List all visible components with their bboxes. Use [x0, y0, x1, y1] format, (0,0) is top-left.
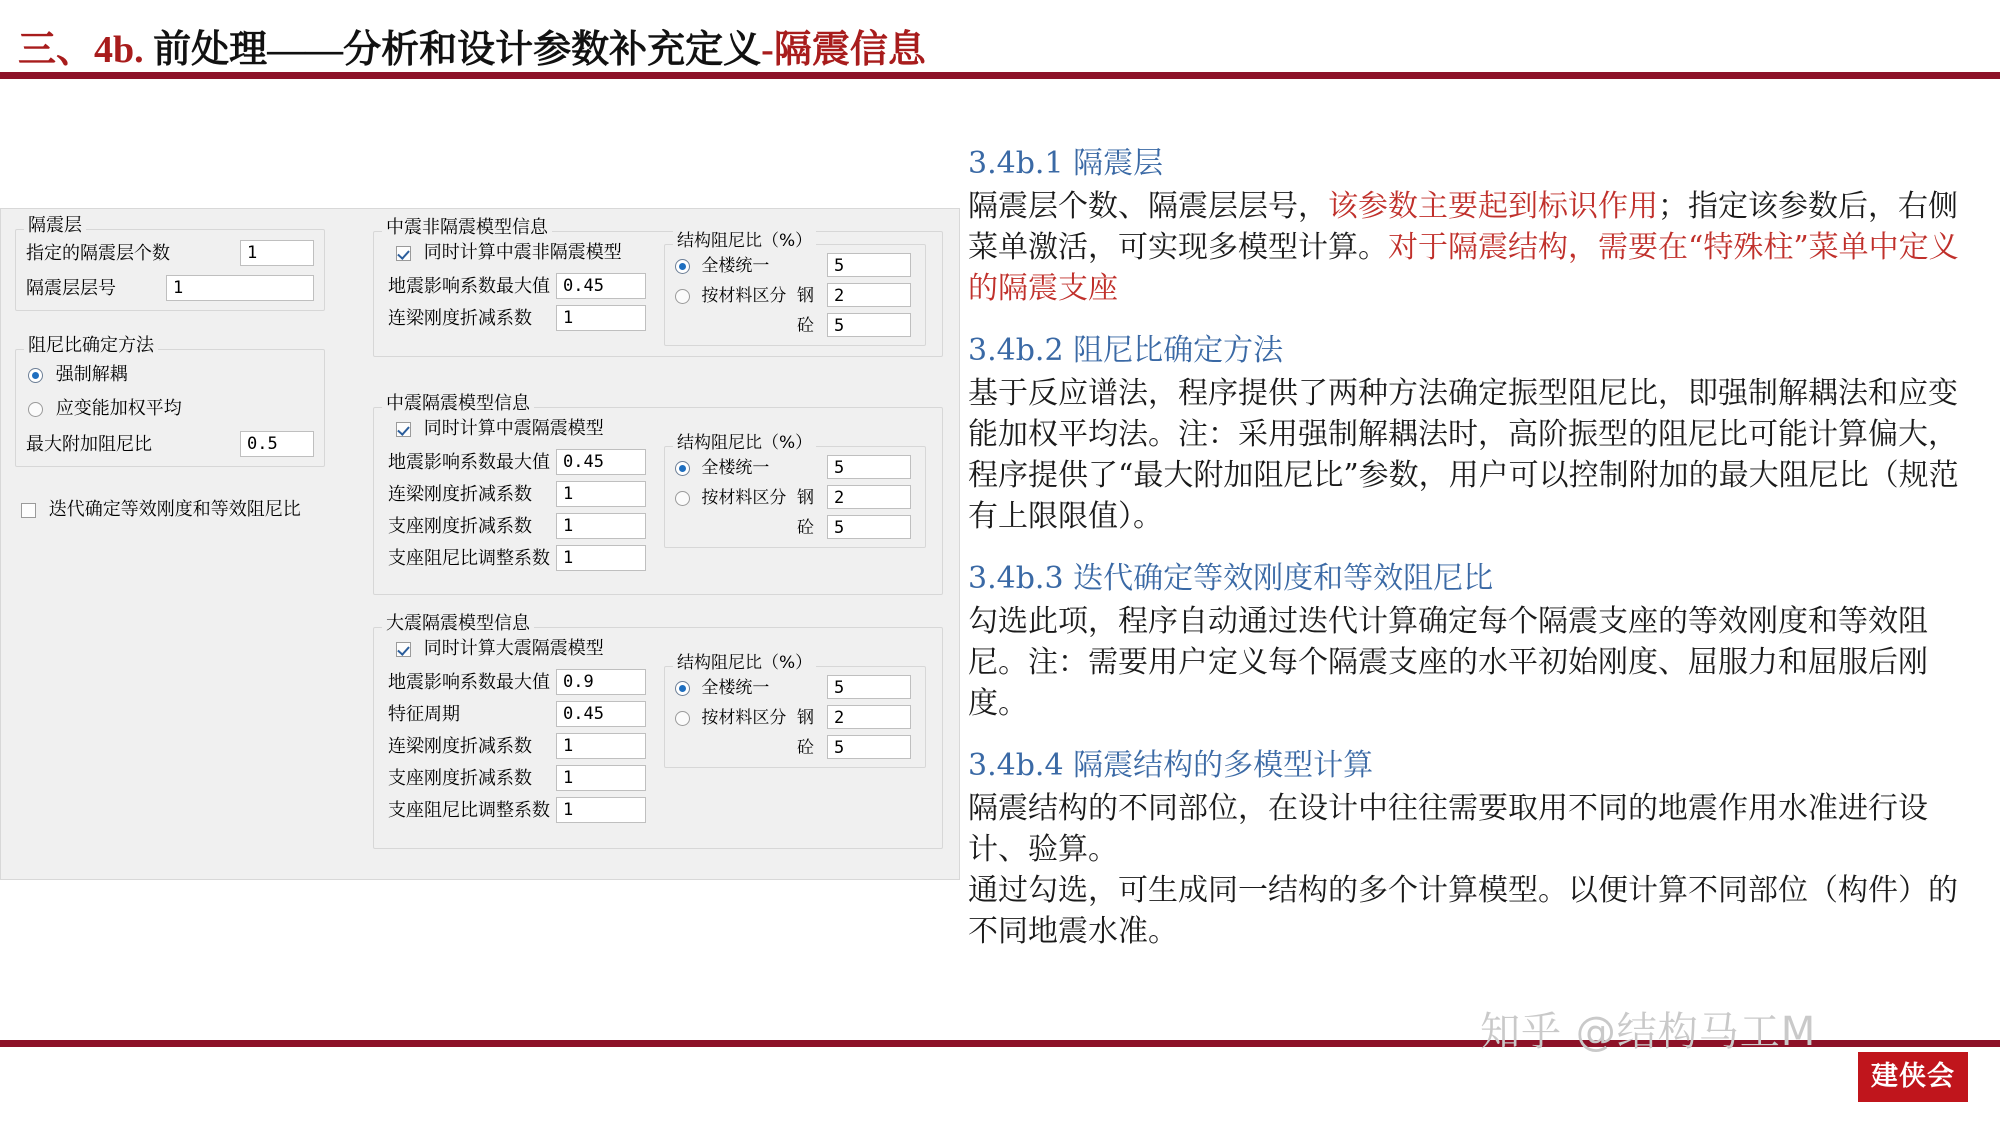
label-moderate-non-isolated-beam-stiffness: 连梁刚度折减系数	[388, 308, 532, 329]
label-severe-isolated-alpha-max: 地震影响系数最大值	[388, 672, 550, 693]
note-body-3: 勾选此项，程序自动通过迭代计算确定每个隔震支座的等效刚度和等效阻尼。注：需要用户定义每个隔震支座的水平初始刚度、屈服力和屈服后刚度。	[968, 604, 1928, 721]
radio-by-material-moderate-non-isolated-label: 按材料区分	[701, 286, 787, 306]
page-title-number: 4b.	[94, 29, 144, 71]
brand-badge: 建侠会	[1858, 1052, 1968, 1102]
group-isolation-layer	[15, 215, 325, 311]
group-severe-isolated-title: 大震隔震模型信息	[382, 614, 534, 634]
subgroup-damping-ratio-moderate-isolated	[664, 433, 926, 548]
radio-row-uniform-moderate-isolated[interactable]	[675, 457, 769, 479]
subgroup-damping-ratio-moderate-isolated-title: 结构阻尼比（%）	[673, 433, 816, 453]
input-moderate-non-isolated-alpha-max[interactable]: 0.45	[556, 273, 646, 299]
input-severe-isolated-bearing-damping[interactable]: 1	[556, 797, 646, 823]
input-steel-damping-moderate-isolated[interactable]: 2	[827, 485, 911, 509]
note-body-1-highlight1: 该参数主要起到标识作用	[1328, 189, 1658, 224]
radio-row-forced-decoupling[interactable]	[28, 364, 128, 386]
note-heading-2: 3.4b.2 阻尼比确定方法	[968, 333, 1284, 368]
input-uniform-damping-moderate-non-isolated[interactable]: 5	[827, 253, 911, 277]
note-heading-1: 3.4b.1 隔震层	[968, 146, 1164, 181]
input-moderate-non-isolated-beam-stiffness[interactable]: 1	[556, 305, 646, 331]
radio-row-by-material-severe-isolated[interactable]	[675, 707, 786, 729]
input-moderate-isolated-bearing-stiffness[interactable]: 1	[556, 513, 646, 539]
input-uniform-damping-moderate-isolated[interactable]: 5	[827, 455, 911, 479]
label-isolation-layer-no: 隔震层层号	[26, 278, 116, 299]
label-concrete-moderate-non-isolated: 砼	[797, 316, 814, 336]
input-concrete-damping-moderate-non-isolated[interactable]: 5	[827, 313, 911, 337]
title-divider	[0, 72, 2000, 79]
note-body-1-part2: ；指定该参数后，右侧菜单激活，可实现多模型计算。	[968, 189, 1958, 265]
input-steel-damping-severe-isolated[interactable]: 2	[827, 705, 911, 729]
label-isolation-layer-count: 指定的隔震层个数	[26, 243, 170, 264]
radio-uniform-moderate-isolated-label: 全楼统一	[701, 458, 770, 478]
radio-forced-decoupling-icon[interactable]	[28, 368, 43, 383]
note-body-2: 基于反应谱法，程序提供了两种方法确定振型阻尼比，即强制解耦法和应变能加权平均法。注：采用强制解耦法时，高阶振型的阻尼比可能计算偏大，程序提供了“最大附加阻尼比”参数，用户可以控制附加的最大阻尼比（规范有上限限值）。	[968, 376, 1959, 534]
checkbox-row-enable-severe-isolated[interactable]	[396, 638, 604, 660]
isolation-settings-dialog	[0, 208, 960, 880]
input-concrete-damping-severe-isolated[interactable]: 5	[827, 735, 911, 759]
input-severe-isolated-beam-stiffness[interactable]: 1	[556, 733, 646, 759]
subgroup-damping-ratio-moderate-non-isolated	[664, 231, 926, 346]
label-moderate-isolated-bearing-stiffness: 支座刚度折减系数	[388, 516, 532, 537]
checkbox-enable-severe-isolated-icon[interactable]	[396, 642, 411, 657]
checkbox-row-iterate-equivalent[interactable]	[21, 499, 301, 521]
zhihu-watermark: 知乎 @结构马工M	[1480, 1009, 1817, 1055]
label-concrete-severe-isolated: 砼	[797, 738, 814, 758]
input-severe-isolated-alpha-max[interactable]: 0.9	[556, 669, 646, 695]
label-severe-isolated-bearing-stiffness: 支座刚度折减系数	[388, 768, 532, 789]
subgroup-damping-ratio-severe-isolated	[664, 653, 926, 768]
page-title	[18, 18, 926, 73]
note-body-1	[968, 186, 1978, 309]
note-body-1-part1: 隔震层个数、隔震层层号，	[968, 189, 1328, 224]
radio-row-by-material-moderate-isolated[interactable]	[675, 487, 786, 509]
radio-row-uniform-moderate-non-isolated[interactable]	[675, 255, 769, 277]
checkbox-iterate-equivalent-icon[interactable]	[21, 503, 36, 518]
input-moderate-isolated-bearing-damping[interactable]: 1	[556, 545, 646, 571]
radio-strain-energy-icon[interactable]	[28, 402, 43, 417]
checkbox-row-enable-moderate-non-isolated[interactable]	[396, 242, 622, 264]
checkbox-enable-moderate-isolated-label: 同时计算中震隔震模型	[423, 418, 604, 439]
label-steel-severe-isolated: 钢	[797, 708, 814, 728]
input-steel-damping-moderate-non-isolated[interactable]: 2	[827, 283, 911, 307]
input-moderate-isolated-beam-stiffness[interactable]: 1	[556, 481, 646, 507]
input-severe-isolated-characteristic-period[interactable]: 0.45	[556, 701, 646, 727]
radio-by-material-severe-isolated-icon[interactable]	[675, 711, 690, 726]
group-isolation-layer-title: 隔震层	[24, 216, 86, 236]
note-body-1-highlight2: 对于隔震结构，需要在“特殊柱”菜单中定义的隔震支座	[968, 230, 1959, 306]
group-moderate-non-isolated	[373, 217, 943, 357]
group-moderate-isolated-title: 中震隔震模型信息	[382, 394, 534, 414]
note-body-4a: 隔震结构的不同部位，在设计中往往需要取用不同的地震作用水准进行设计、验算。	[968, 791, 1928, 867]
note-heading-3: 3.4b.3 迭代确定等效刚度和等效阻尼比	[968, 561, 1494, 596]
checkbox-enable-moderate-non-isolated-icon[interactable]	[396, 246, 411, 261]
radio-by-material-moderate-non-isolated-icon[interactable]	[675, 289, 690, 304]
radio-by-material-moderate-isolated-icon[interactable]	[675, 491, 690, 506]
group-damping-method-title: 阻尼比确定方法	[24, 336, 158, 356]
input-uniform-damping-severe-isolated[interactable]: 5	[827, 675, 911, 699]
group-moderate-isolated	[373, 393, 943, 595]
label-moderate-isolated-bearing-damping: 支座阻尼比调整系数	[388, 548, 550, 569]
input-concrete-damping-moderate-isolated[interactable]: 5	[827, 515, 911, 539]
radio-by-material-moderate-isolated-label: 按材料区分	[701, 488, 787, 508]
checkbox-enable-severe-isolated-label: 同时计算大震隔震模型	[423, 638, 604, 659]
radio-uniform-moderate-isolated-icon[interactable]	[675, 461, 690, 476]
checkbox-row-enable-moderate-isolated[interactable]	[396, 418, 604, 440]
radio-forced-decoupling-label: 强制解耦	[55, 364, 128, 385]
label-moderate-non-isolated-alpha-max: 地震影响系数最大值	[388, 276, 550, 297]
input-isolation-layer-no[interactable]: 1	[166, 275, 314, 301]
radio-uniform-moderate-non-isolated-icon[interactable]	[675, 259, 690, 274]
notes-column	[968, 142, 1978, 952]
radio-row-uniform-severe-isolated[interactable]	[675, 677, 769, 699]
subgroup-damping-ratio-severe-isolated-title: 结构阻尼比（%）	[673, 653, 816, 673]
input-moderate-isolated-alpha-max[interactable]: 0.45	[556, 449, 646, 475]
label-max-added-damping: 最大附加阻尼比	[26, 434, 152, 455]
checkbox-iterate-equivalent-label: 迭代确定等效刚度和等效阻尼比	[48, 499, 301, 520]
group-damping-method	[15, 335, 325, 467]
label-moderate-isolated-beam-stiffness: 连梁刚度折减系数	[388, 484, 532, 505]
radio-uniform-severe-isolated-label: 全楼统一	[701, 678, 770, 698]
input-isolation-layer-count[interactable]: 1	[240, 240, 314, 266]
note-heading-4: 3.4b.4 隔震结构的多模型计算	[968, 748, 1374, 783]
radio-uniform-moderate-non-isolated-label: 全楼统一	[701, 256, 770, 276]
group-severe-isolated	[373, 613, 943, 849]
label-severe-isolated-beam-stiffness: 连梁刚度折减系数	[388, 736, 532, 757]
page-title-suffix: -隔震信息	[761, 29, 926, 71]
input-severe-isolated-bearing-stiffness[interactable]: 1	[556, 765, 646, 791]
label-severe-isolated-characteristic-period: 特征周期	[388, 704, 460, 725]
input-max-added-damping[interactable]: 0.5	[240, 431, 314, 457]
radio-by-material-severe-isolated-label: 按材料区分	[701, 708, 787, 728]
note-body-4b: 通过勾选，可生成同一结构的多个计算模型。以便计算不同部位（构件）的不同地震水准。	[968, 873, 1958, 949]
checkbox-enable-moderate-non-isolated-label: 同时计算中震非隔震模型	[423, 242, 622, 263]
radio-row-by-material-moderate-non-isolated[interactable]	[675, 285, 786, 307]
page-title-prefix: 三、	[18, 29, 95, 71]
checkbox-enable-moderate-isolated-icon[interactable]	[396, 422, 411, 437]
label-steel-moderate-isolated: 钢	[797, 488, 814, 508]
page-title-main: 前处理——分析和设计参数补充定义	[143, 29, 762, 71]
label-concrete-moderate-isolated: 砼	[797, 518, 814, 538]
radio-uniform-severe-isolated-icon[interactable]	[675, 681, 690, 696]
label-steel-moderate-non-isolated: 钢	[797, 286, 814, 306]
subgroup-damping-ratio-moderate-non-isolated-title: 结构阻尼比（%）	[673, 231, 816, 251]
label-severe-isolated-bearing-damping: 支座阻尼比调整系数	[388, 800, 550, 821]
radio-row-strain-energy[interactable]	[28, 398, 182, 420]
group-moderate-non-isolated-title: 中震非隔震模型信息	[382, 218, 552, 238]
radio-strain-energy-label: 应变能加权平均	[55, 398, 182, 419]
label-moderate-isolated-alpha-max: 地震影响系数最大值	[388, 452, 550, 473]
